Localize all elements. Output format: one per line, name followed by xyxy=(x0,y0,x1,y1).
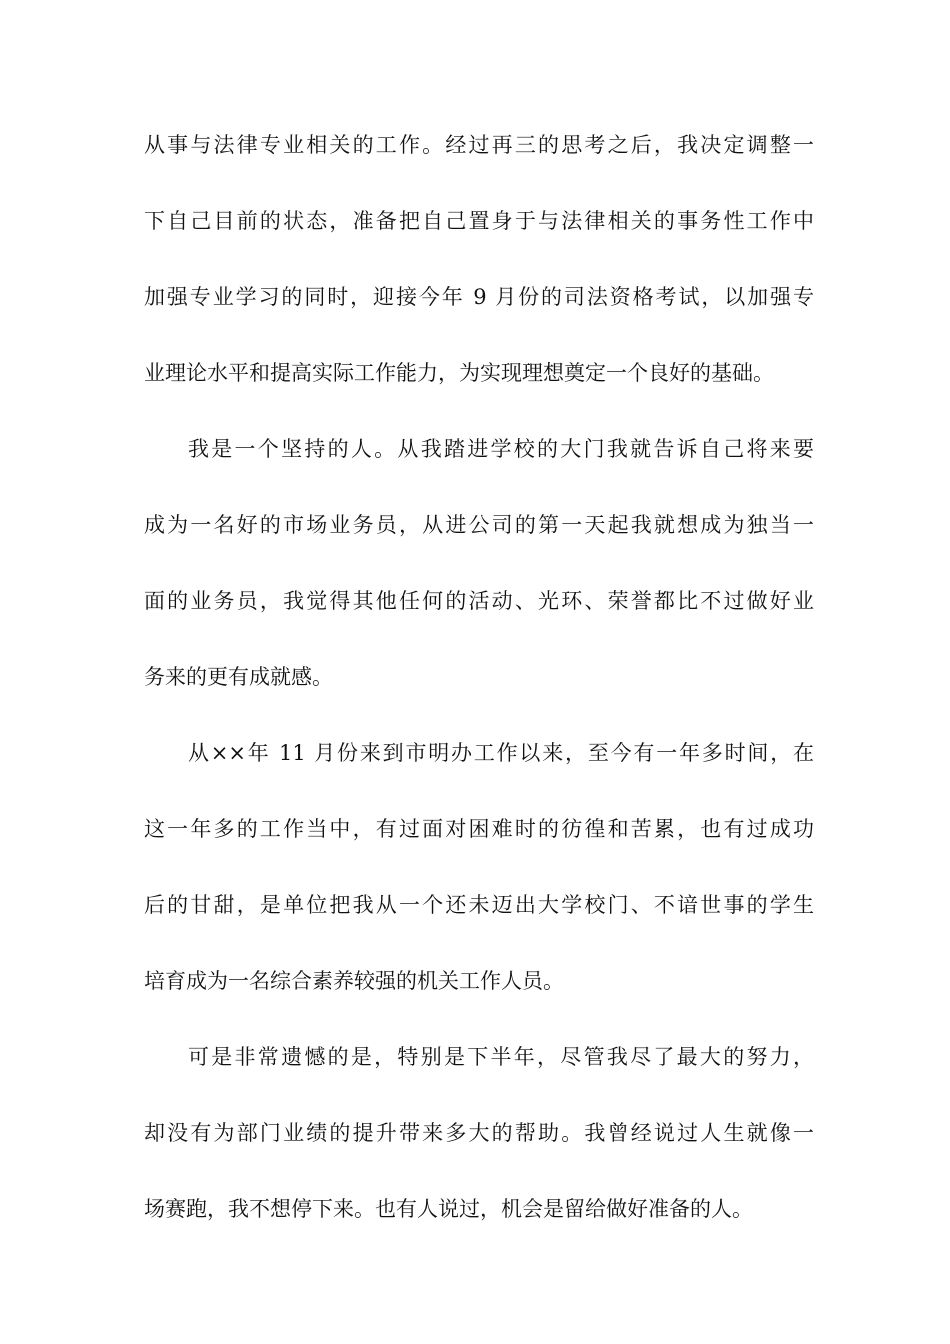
text-line: 这一年多的工作当中，有过面对困难时的彷徨和苦累，也有过成功 xyxy=(144,817,814,841)
paragraph-first-line: 我是一个坚持的人。从我踏进学校的大门我就告诉自己将来要 xyxy=(188,437,814,461)
text-line: 务来的更有成就感。 xyxy=(144,665,333,689)
text-line: 培育成为一名综合素养较强的机关工作人员。 xyxy=(144,969,564,993)
text-line: 后的甘甜，是单位把我从一个还未迈出大学校门、不谙世事的学生 xyxy=(144,893,814,917)
text-line: 成为一名好的市场业务员，从进公司的第一天起我就想成为独当一 xyxy=(144,513,814,537)
paragraph-first-line: 可是非常遗憾的是，特别是下半年，尽管我尽了最大的努力， xyxy=(188,1045,814,1069)
text-line: 加强专业学习的同时，迎接今年 9 月份的司法资格考试，以加强专 xyxy=(144,285,814,309)
text-line: 从事与法律专业相关的工作。经过再三的思考之后，我决定调整一 xyxy=(144,133,814,157)
text-line: 场赛跑，我不想停下来。也有人说过，机会是留给做好准备的人。 xyxy=(144,1197,753,1221)
text-line: 业理论水平和提高实际工作能力，为实现理想奠定一个良好的基础。 xyxy=(144,361,774,385)
paragraph-first-line: 从××年 11 月份来到市明办工作以来，至今有一年多时间，在 xyxy=(188,741,814,765)
text-line: 却没有为部门业绩的提升带来多大的帮助。我曾经说过人生就像一 xyxy=(144,1121,814,1145)
text-line: 面的业务员，我觉得其他任何的活动、光环、荣誉都比不过做好业 xyxy=(144,589,814,613)
body-text xyxy=(144,121,814,1261)
text-line: 下自己目前的状态，准备把自己置身于与法律相关的事务性工作中 xyxy=(144,209,814,233)
